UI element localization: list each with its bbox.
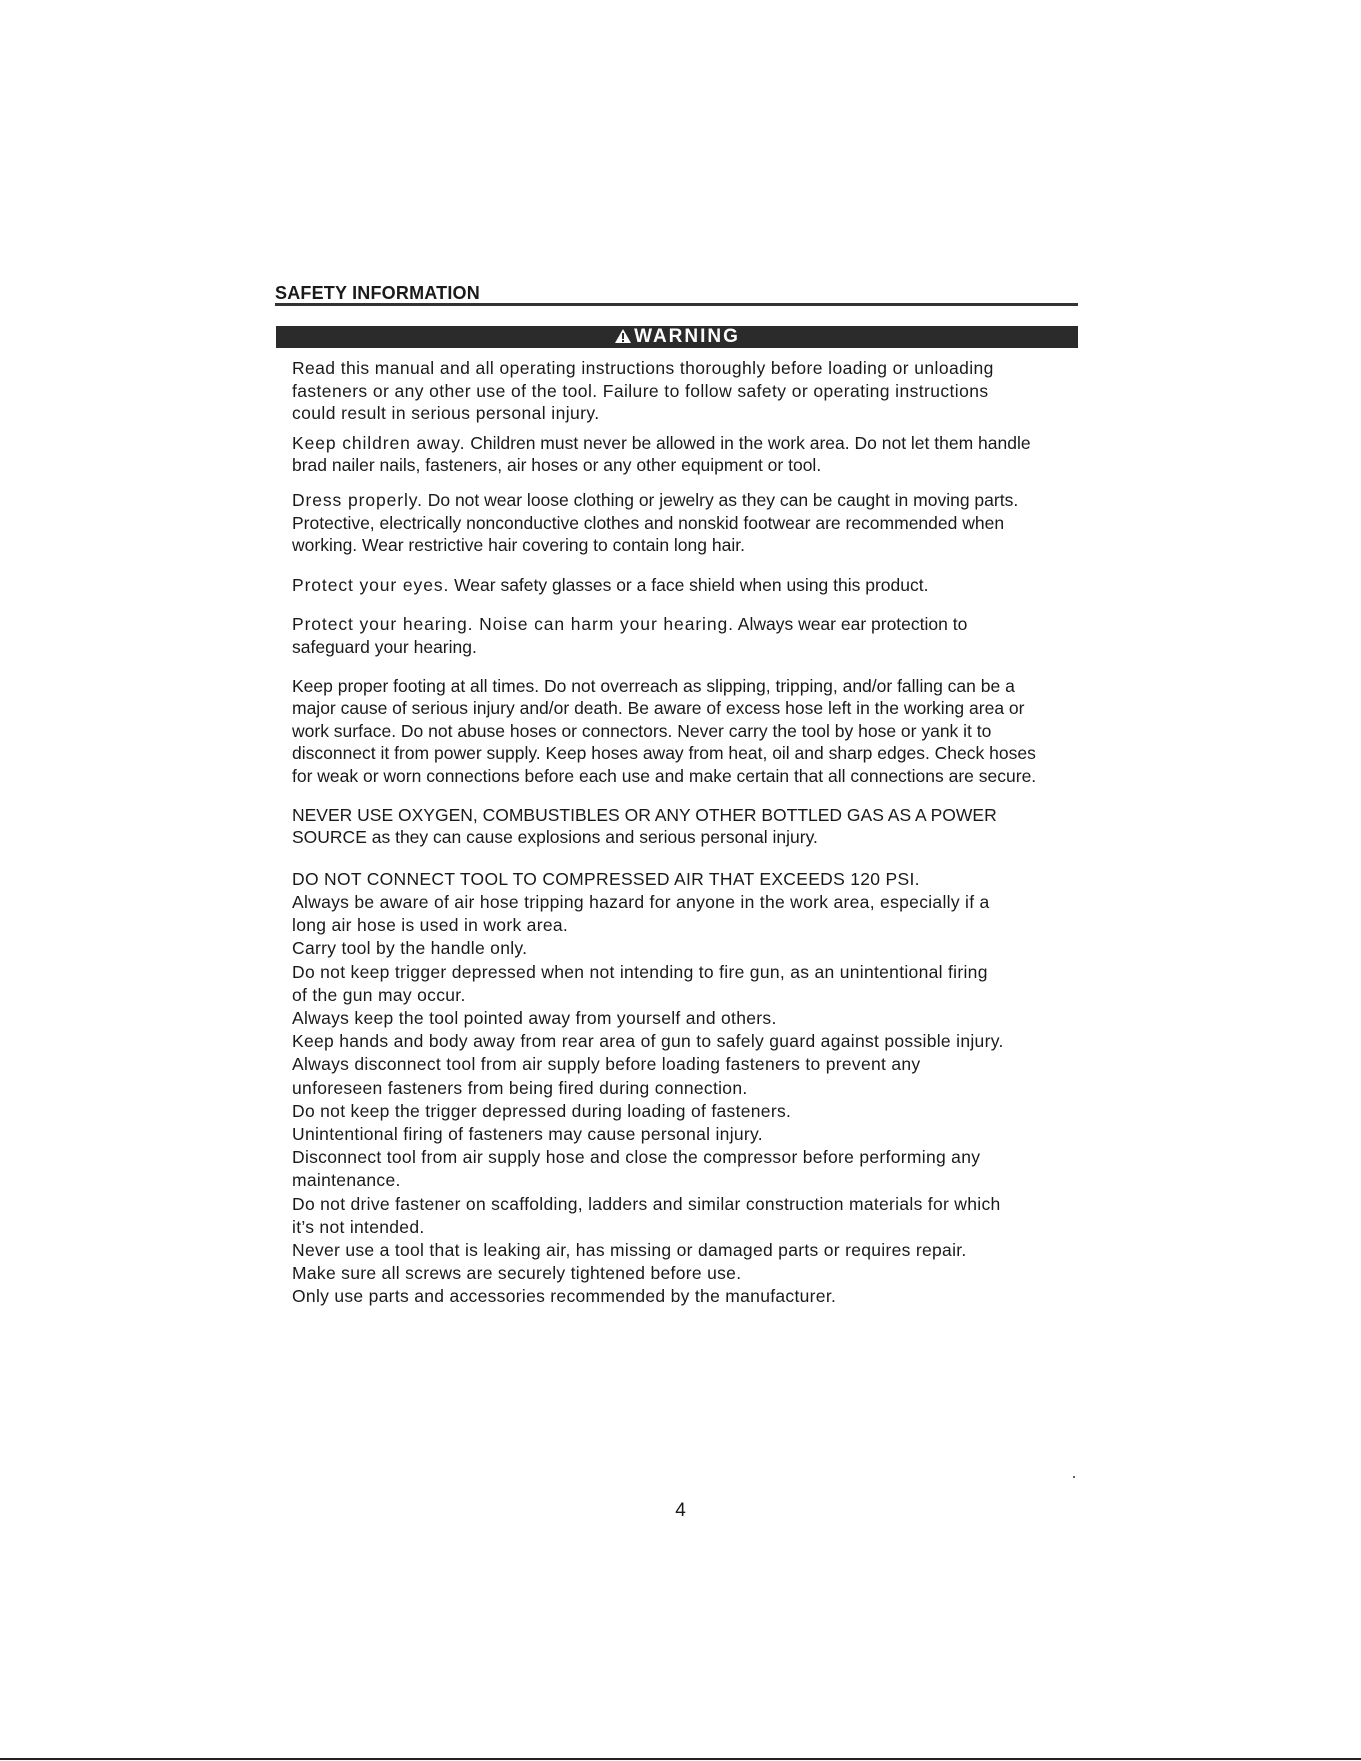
- rule-paragraph: [292, 432, 1082, 477]
- rule-paragraph: [292, 804, 1082, 849]
- instruction-item: Unintentional firing of fasteners may cause personal injury.: [292, 1123, 763, 1144]
- rule-lead: Keep children away.: [292, 432, 466, 453]
- rule-body: Do not overreach as slipping, tripping, and/or falling can be a major cause of serious injury and/or death. Be aware of excess hose left in the working area or work surface. Do not abuse hoses or connectors. Never carry the tool by hose or yank it to disconnect it from power supply. Keep hoses away from heat, oil and sharp edges. Check hoses for weak or worn connections before each use and make certain that all connections are secure.: [292, 675, 1037, 786]
- rule-body: Do not wear loose clothing or jewelry as they can be caught in moving parts. Protective, electrically nonconductive clothes and nonskid footwear are recommended when working. Wear restrictive hair covering to contain long hair.: [292, 489, 1019, 556]
- safety-content: [292, 357, 1082, 1309]
- warning-label: WARNING: [634, 326, 740, 347]
- instruction-item: Carry tool by the handle only.: [292, 938, 528, 959]
- rule-lead: Protect your eyes.: [292, 574, 450, 595]
- instruction-item: Always keep the tool pointed away from yourself and others.: [292, 1007, 777, 1028]
- rule-paragraph: [292, 675, 1082, 788]
- warning-triangle-icon: [614, 328, 632, 344]
- rule-paragraph: [292, 613, 1082, 658]
- rule-body: as they can cause explosions and serious personal injury.: [366, 827, 818, 848]
- instruction-item: Make sure all screws are securely tightened before use.: [292, 1263, 742, 1284]
- rule-body: Wear safety glasses or a face shield when using this product.: [449, 574, 929, 595]
- rule-lead: Protect your hearing. Noise can harm your hearing.: [292, 614, 734, 635]
- rule-lead: NEVER USE OXYGEN, COMBUSTIBLES OR ANY OTHER BOTTLED GAS AS A POWER SOURCE: [292, 804, 997, 848]
- rule-body: Always wear ear protection to safeguard your hearing.: [292, 614, 968, 657]
- instruction-item: Never use a tool that is leaking air, has missing or damaged parts or requires repair.: [292, 1239, 967, 1260]
- page-bottom-edge: [0, 1758, 1361, 1760]
- rule-paragraph: [292, 489, 1082, 557]
- instruction-item: DO NOT CONNECT TOOL TO COMPRESSED AIR THAT EXCEEDS 120 PSI.: [292, 868, 920, 889]
- intro-paragraph: Read this manual and all operating instructions thoroughly before loading or unloading fasteners or any other use of the tool. Failure to follow safety or operating instructions could result in serious personal injury.: [292, 358, 994, 424]
- section-title: SAFETY INFORMATION: [275, 283, 480, 303]
- instructions-list: [292, 868, 1082, 1309]
- instruction-item: Always be aware of air hose tripping hazard for anyone in the work area, especially if a long air hose is used in work area.: [292, 891, 990, 936]
- rule-lead: Keep proper footing at all times.: [292, 675, 540, 696]
- instruction-item: Keep hands and body away from rear area of gun to safely guard against possible injury.: [292, 1031, 1004, 1052]
- rule-body: Children must never be allowed in the work area. Do not let them handle brad nailer nails, fasteners, air hoses or any other equipment or tool.: [292, 432, 1031, 476]
- instruction-item: Do not drive fastener on scaffolding, ladders and similar construction materials for which it’s not intended.: [292, 1193, 1001, 1237]
- rule-lead: Dress properly.: [292, 489, 423, 510]
- rule-paragraph: [292, 574, 1082, 597]
- instruction-item: Disconnect tool from air supply hose and close the compressor before performing any maintenance.: [292, 1147, 981, 1191]
- instruction-item: Only use parts and accessories recommended by the manufacturer.: [292, 1286, 837, 1307]
- warning-banner: [276, 326, 1078, 348]
- instruction-item: Do not keep the trigger depressed during loading of fasteners.: [292, 1100, 792, 1121]
- title-underline: [275, 303, 1078, 306]
- stray-mark: [1073, 1476, 1075, 1478]
- page-number: 4: [675, 1500, 686, 1521]
- instruction-item: Do not keep trigger depressed when not intending to fire gun, as an unintentional firing of the gun may occur.: [292, 961, 988, 1005]
- instruction-item: Always disconnect tool from air supply before loading fasteners to prevent any unforeseen fasteners from being fired during connection.: [292, 1054, 921, 1098]
